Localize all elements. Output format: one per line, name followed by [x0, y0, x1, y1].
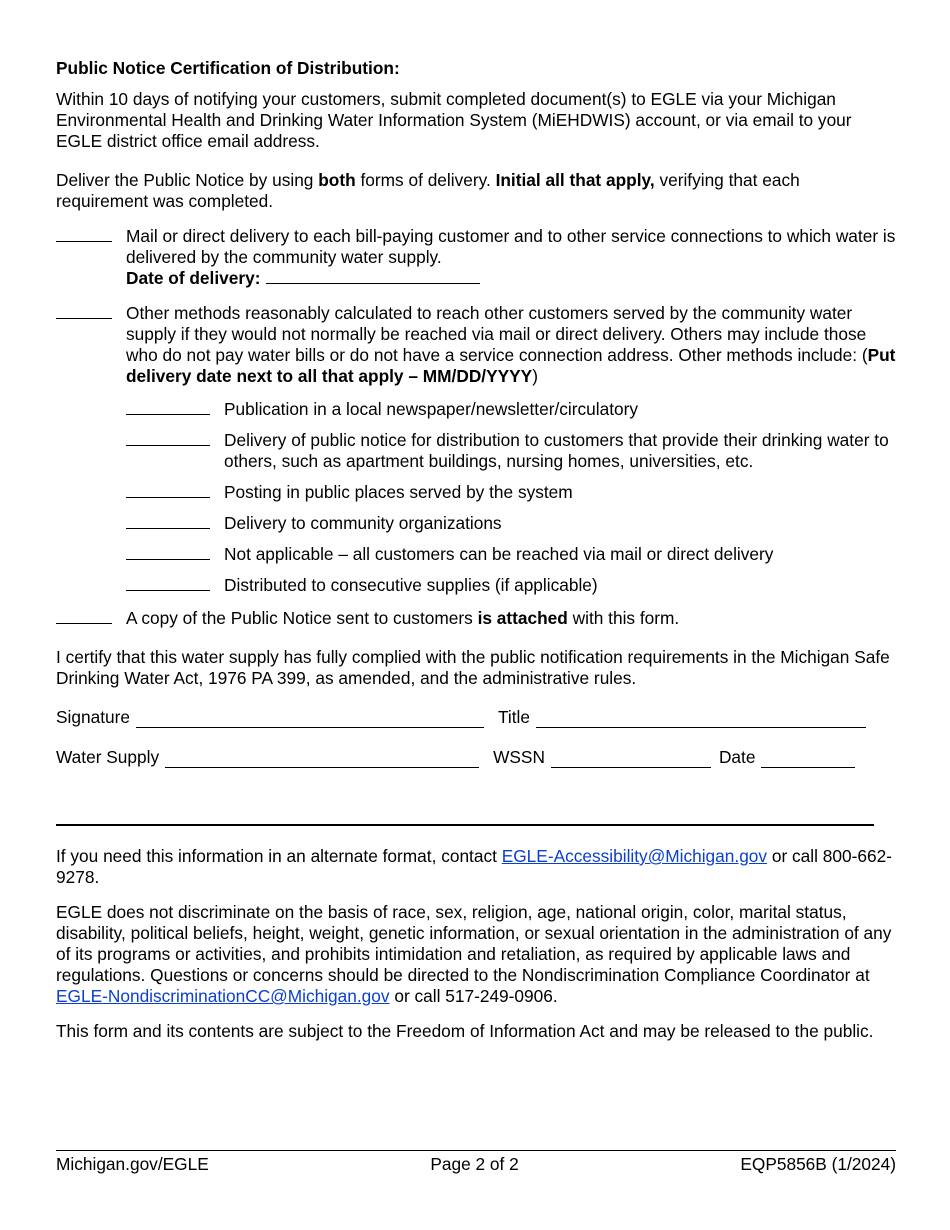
posting-date-field[interactable]: [126, 482, 210, 498]
title-field[interactable]: [536, 711, 866, 728]
wssn-label: WSSN: [493, 747, 545, 767]
signature-label: Signature: [56, 707, 130, 727]
date-of-delivery-field[interactable]: [266, 268, 480, 284]
water-supply-field[interactable]: [165, 751, 479, 768]
water-supply-row: [56, 747, 896, 768]
mail-delivery-item: [56, 226, 896, 289]
attachment-initial-field[interactable]: [56, 608, 112, 624]
intro-paragraph: Within 10 days of notifying your customers, submit completed document(s) to EGLE via your Michigan Environmental Health and Drinking Water Information System (MiEHDWIS) account, or via email to your EGLE district office email address.: [56, 89, 852, 151]
nondiscrimination-email-link[interactable]: EGLE-NondiscriminationCC@Michigan.gov: [56, 986, 390, 1006]
water-supply-label: Water Supply: [56, 747, 160, 767]
consecutive-supplies-date-field[interactable]: [126, 575, 210, 591]
title-label: Title: [497, 707, 530, 727]
foia-paragraph: This form and its contents are subject to the Freedom of Information Act and may be released to the public.: [56, 1021, 874, 1041]
attachment-text: A copy of the Public Notice sent to customers is attached with this form.: [126, 608, 680, 628]
accessibility-paragraph: If you need this information in an alternate format, contact EGLE-Accessibility@Michigan.gov or call 800-662-9278.: [56, 846, 892, 887]
page-footer: [56, 1150, 896, 1175]
certification-statement: I certify that this water supply has fully complied with the public notification requirements in the Michigan Safe Drinking Water Act, 1976 PA 399, as amended, and the administrative rules.: [56, 647, 890, 688]
newspaper-date-field[interactable]: [126, 399, 210, 415]
date-field[interactable]: [761, 751, 855, 768]
footer-website: Michigan.gov/EGLE: [56, 1154, 209, 1174]
accessibility-email-link[interactable]: EGLE-Accessibility@Michigan.gov: [501, 846, 768, 866]
not-applicable-date-field[interactable]: [126, 544, 210, 560]
other-methods-initial-field[interactable]: [56, 303, 112, 319]
list-item: Not applicable – all customers can be reached via mail or direct delivery: [126, 544, 896, 565]
section-divider: [56, 824, 874, 826]
other-methods-list: [126, 399, 896, 596]
nondiscrimination-paragraph: EGLE does not discriminate on the basis of race, sex, religion, age, national origin, color, marital status, disability, political beliefs, height, weight, genetic information, or sexual orientation in the administration of any of its programs or activities, and prohibits intimidation and retaliation, as required by applicable laws and regulations. Questions or concerns should be directed to the Nondiscrimination Compliance Coordinator at EGLE-NondiscriminationCC@Michigan.gov or call 517-249-0906.: [56, 902, 892, 1006]
other-methods-text: Other methods reasonably calculated to reach other customers served by the community water supply if they would not normally be reached via mail or direct delivery. Others may include those who do not pay water bills or do not have a service connection address. Other methods include: (Put delivery date next to all that apply – MM/DD/YYYY): [126, 303, 896, 386]
list-item: Delivery of public notice for distribution to customers that provide their drinking water to others, such as apartment buildings, nursing homes, universities, etc.: [126, 430, 896, 472]
deliver-instructions: Deliver the Public Notice by using both forms of delivery. Initial all that apply, verifying that each requirement was completed.: [56, 170, 800, 211]
date-label: Date: [718, 747, 756, 767]
date-of-delivery-label: Date of delivery:: [126, 268, 261, 288]
footer-page-number: Page 2 of 2: [430, 1154, 519, 1174]
distribution-date-field[interactable]: [126, 430, 210, 446]
list-item: Distributed to consecutive supplies (if applicable): [126, 575, 896, 596]
signature-field[interactable]: [136, 711, 484, 728]
other-methods-item: [56, 303, 896, 387]
form-page: [56, 58, 896, 1060]
mail-delivery-initial-field[interactable]: [56, 226, 112, 242]
footer-form-id: EQP5856B (1/2024): [740, 1154, 896, 1174]
attachment-item: [56, 608, 896, 629]
wssn-field[interactable]: [551, 751, 711, 768]
organizations-date-field[interactable]: [126, 513, 210, 529]
section-heading: Public Notice Certification of Distribution:: [56, 58, 400, 78]
list-item: Publication in a local newspaper/newsletter/circulatory: [126, 399, 896, 420]
mail-delivery-text: Mail or direct delivery to each bill-paying customer and to other service connections to which water is delivered by the community water supply.: [126, 226, 896, 267]
list-item: Posting in public places served by the system: [126, 482, 896, 503]
signature-row: [56, 707, 896, 728]
list-item: Delivery to community organizations: [126, 513, 896, 534]
